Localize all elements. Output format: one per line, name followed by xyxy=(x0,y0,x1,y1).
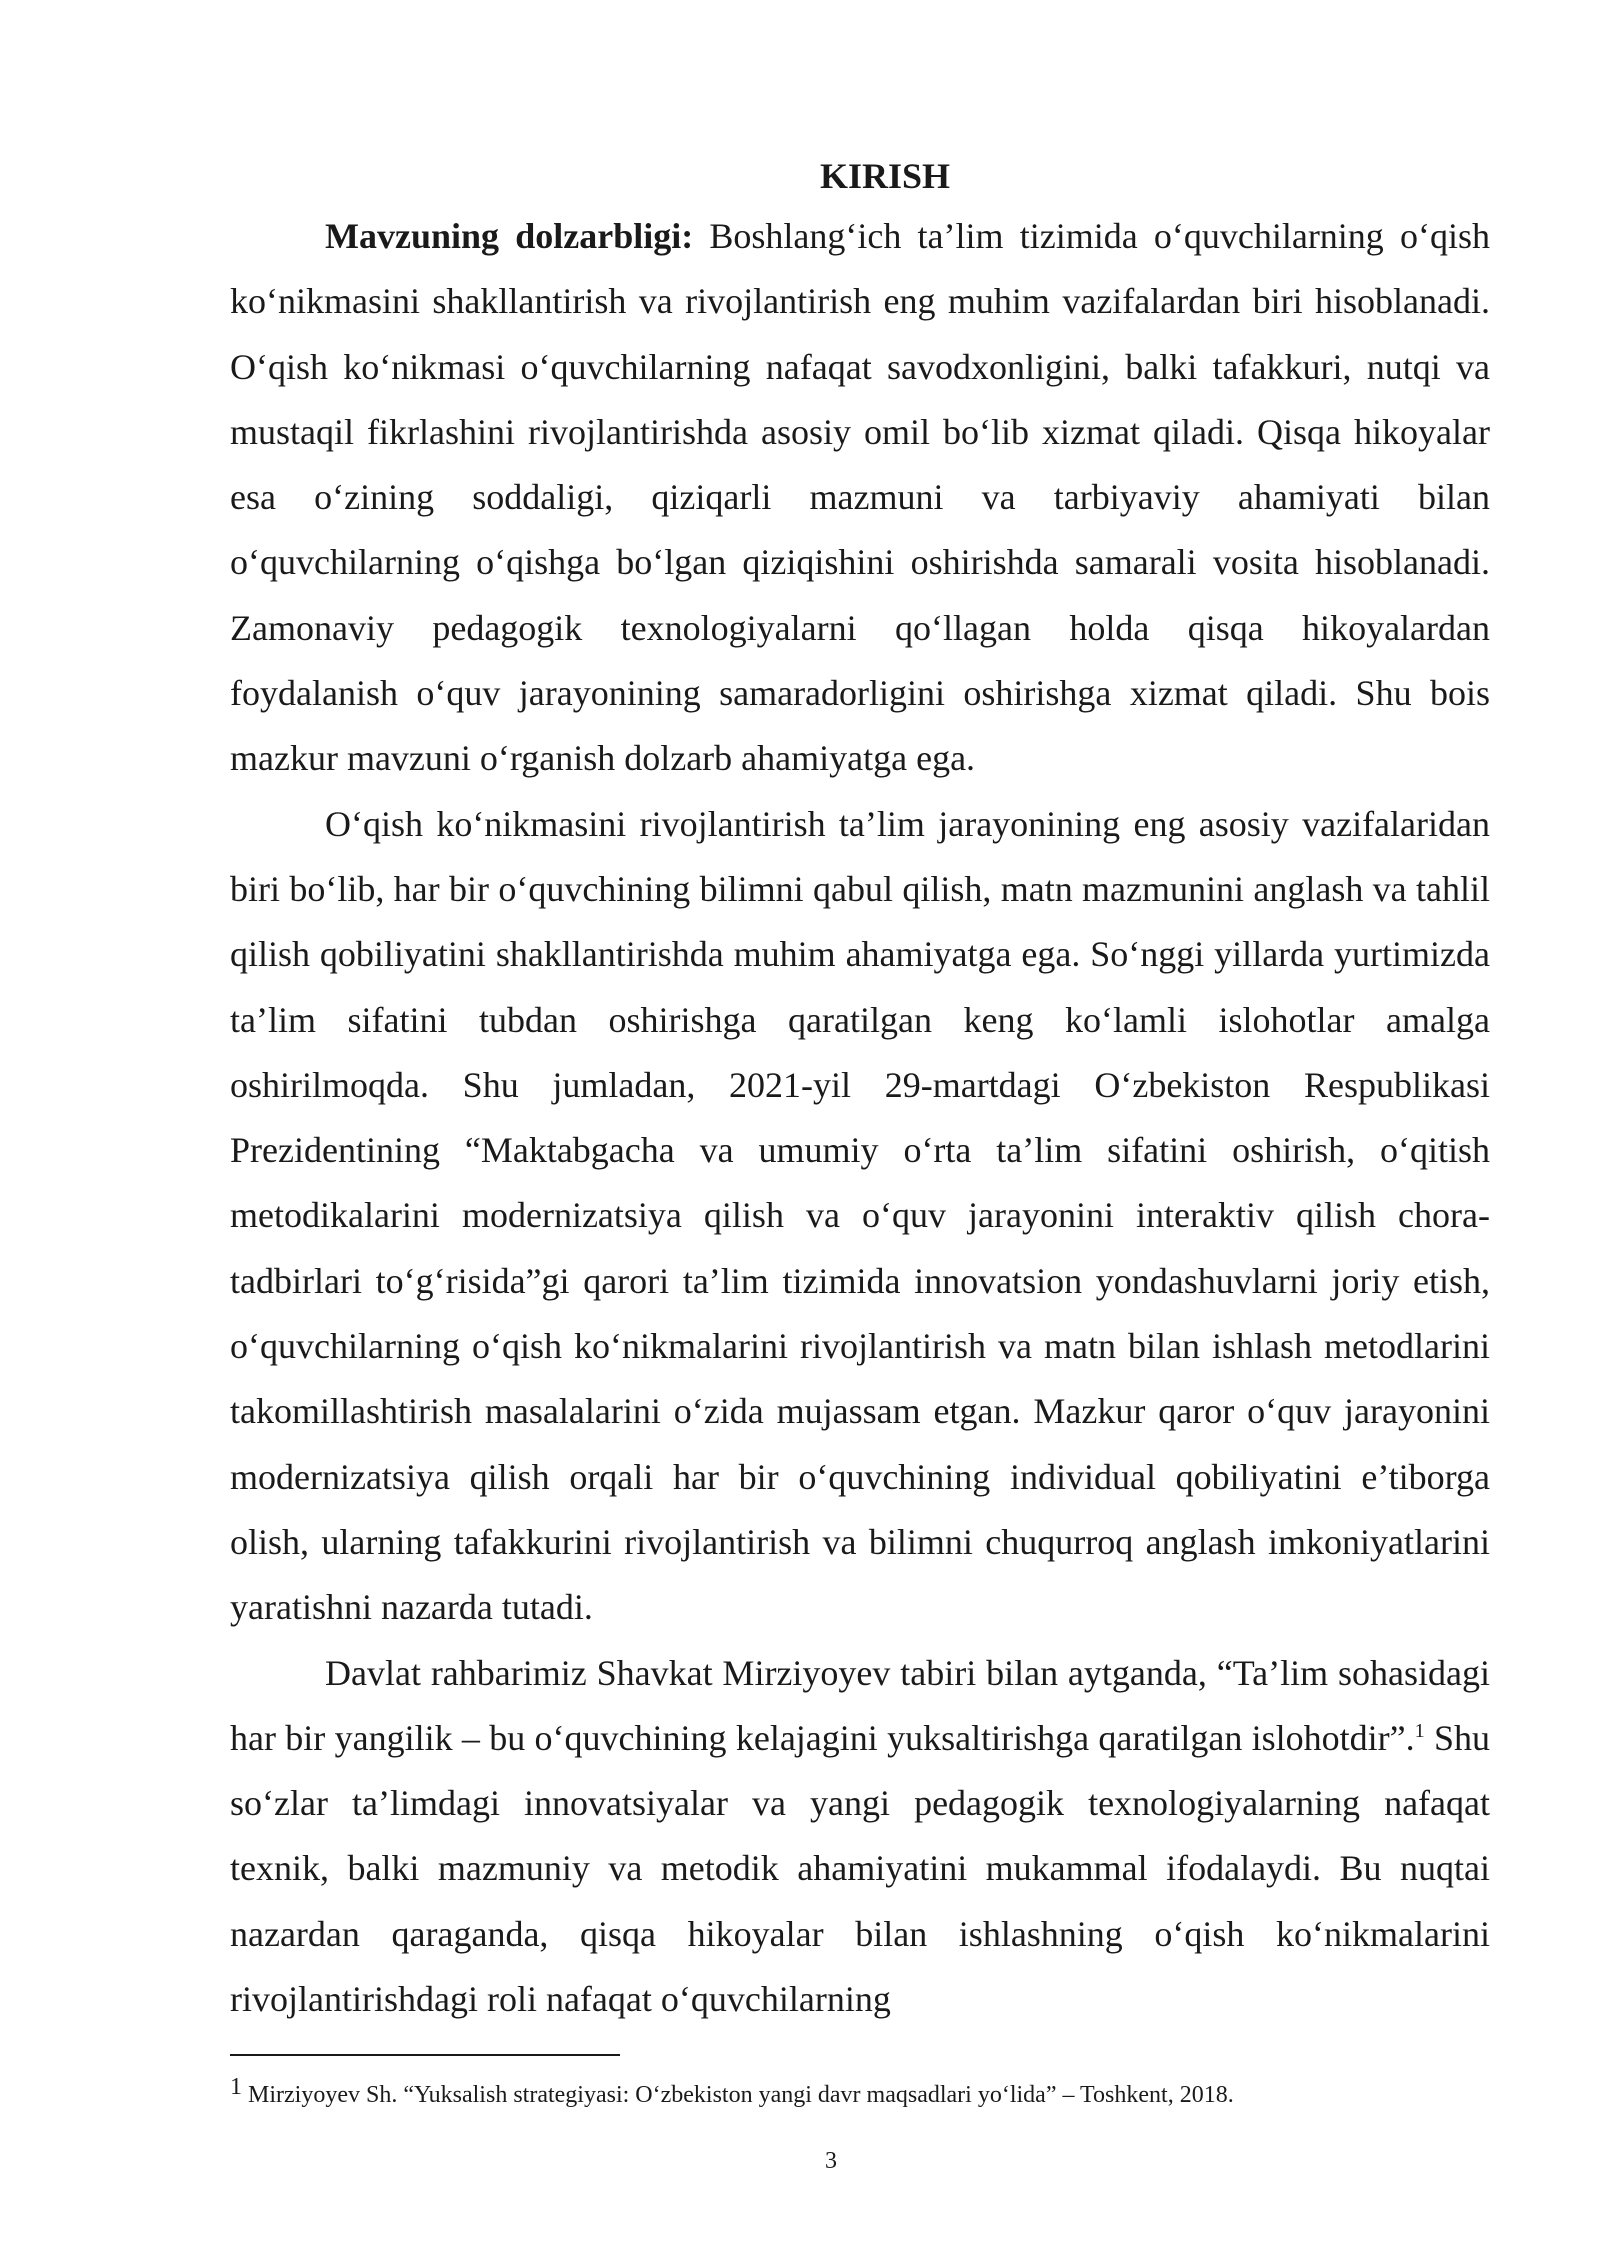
footnote-number: 1 xyxy=(230,2074,242,2100)
paragraph-3 xyxy=(230,1641,1490,2033)
paragraph-1 xyxy=(230,204,1490,792)
paragraph-text: Davlat rahbarimiz Shavkat Mirziyoyev tabiri bilan aytganda, “Ta’lim sohasidagi har bir yangilik – bu o‘quvchining kelajagini yuksaltirishga qaratilgan islohotdir”. xyxy=(230,1652,1490,1758)
footnote-reference[interactable]: 1 xyxy=(1414,1719,1425,1742)
page-number: 3 xyxy=(825,2148,837,2174)
main-text xyxy=(230,148,1490,2032)
paragraph-text-continued: Shu so‘zlar ta’limdagi innovatsiyalar va yangi pedagogik texnologiyalarning nafaqat texnik, balki mazmuniy va metodik ahamiyatini mukammal ifodalaydi. Bu nuqtai nazardan qaraganda, qisqa hikoyalar bilan ishlashning o‘qish ko‘nikmalarini rivojlantirishdagi roli nafaqat o‘quvchilarning xyxy=(230,1717,1490,2020)
page-title: KIRISH xyxy=(819,156,951,196)
footnote xyxy=(230,2074,1490,2112)
paragraph-text: Boshlang‘ich ta’lim tizimida o‘quvchilarning o‘qish ko‘nikmasini shakllantirish va rivojlantirish eng muhim vazifalardan biri hisoblanadi. O‘qish ko‘nikmasi o‘quvchilarning nafaqat savodxonligini, balki tafakkuri, nutqi va mustaqil fikrlashini rivojlantirishda asosiy omil bo‘lib xizmat qiladi. Qisqa hikoyalar esa o‘zining soddaligi, qiziqarli mazmuni va tarbiyaviy ahamiyati bilan o‘quvchilarning o‘qishga bo‘lgan qiziqishini oshirishda samarali vosita hisoblanadi. Zamonaviy pedagogik texnologiyalarni qo‘llagan holda qisqa hikoyalardan foydalanish o‘quv jarayonining samaradorligini oshirishga xizmat qiladi. Shu bois mazkur mavzuni o‘rganish dolzarb ahamiyatga ega. xyxy=(230,216,1490,779)
footnote-divider xyxy=(230,2054,620,2056)
paragraph-2 xyxy=(230,792,1490,1641)
paragraph-text: O‘qish ko‘nikmasini rivojlantirish ta’lim jarayonining eng asosiy vazifalaridan biri bo‘lib, har bir o‘quvchining bilimni qabul qilish, matn mazmunini anglash va tahlil qilish qobiliyatini shakllantirishda muhim ahamiyatga ega. So‘nggi yillarda yurtimizda ta’lim sifatini tubdan oshirishga qaratilgan keng ko‘lamli islohotlar amalga oshirilmoqda. Shu jumladan, 2021-yil 29-martdagi O‘zbekiston Respublikasi Prezidentining “Maktabgacha va umumiy o‘rta ta’lim sifatini oshirish, o‘qitish metodikalarini modernizatsiya qilish va o‘quv jarayonini interaktiv qilish chora-tadbirlari to‘g‘risida”gi qarori ta’lim tizimida innovatsion yondashuvlarni joriy etish, o‘quvchilarning o‘qish ko‘nikmalarini rivojlantirish va matn bilan ishlash metodlarini takomillashtirish masalalarini o‘zida mujassam etgan. Mazkur qaror o‘quv jarayonini modernizatsiya qilish orqali har bir o‘quvchining individual qobiliyatini e’tiborga olish, ularning tafakkurini rivojlantirish va bilimni chuqurroq anglash imkoniyatlarini yaratishni nazarda tutadi. xyxy=(230,803,1490,1628)
footnote-text: Mirziyoyev Sh. “Yuksalish strategiyasi: O‘zbekiston yangi davr maqsadlari yo‘lida” – Toshkent, 2018. xyxy=(242,2082,1234,2108)
paragraph-lead: Mavzuning dolzarbligi: xyxy=(325,216,694,256)
